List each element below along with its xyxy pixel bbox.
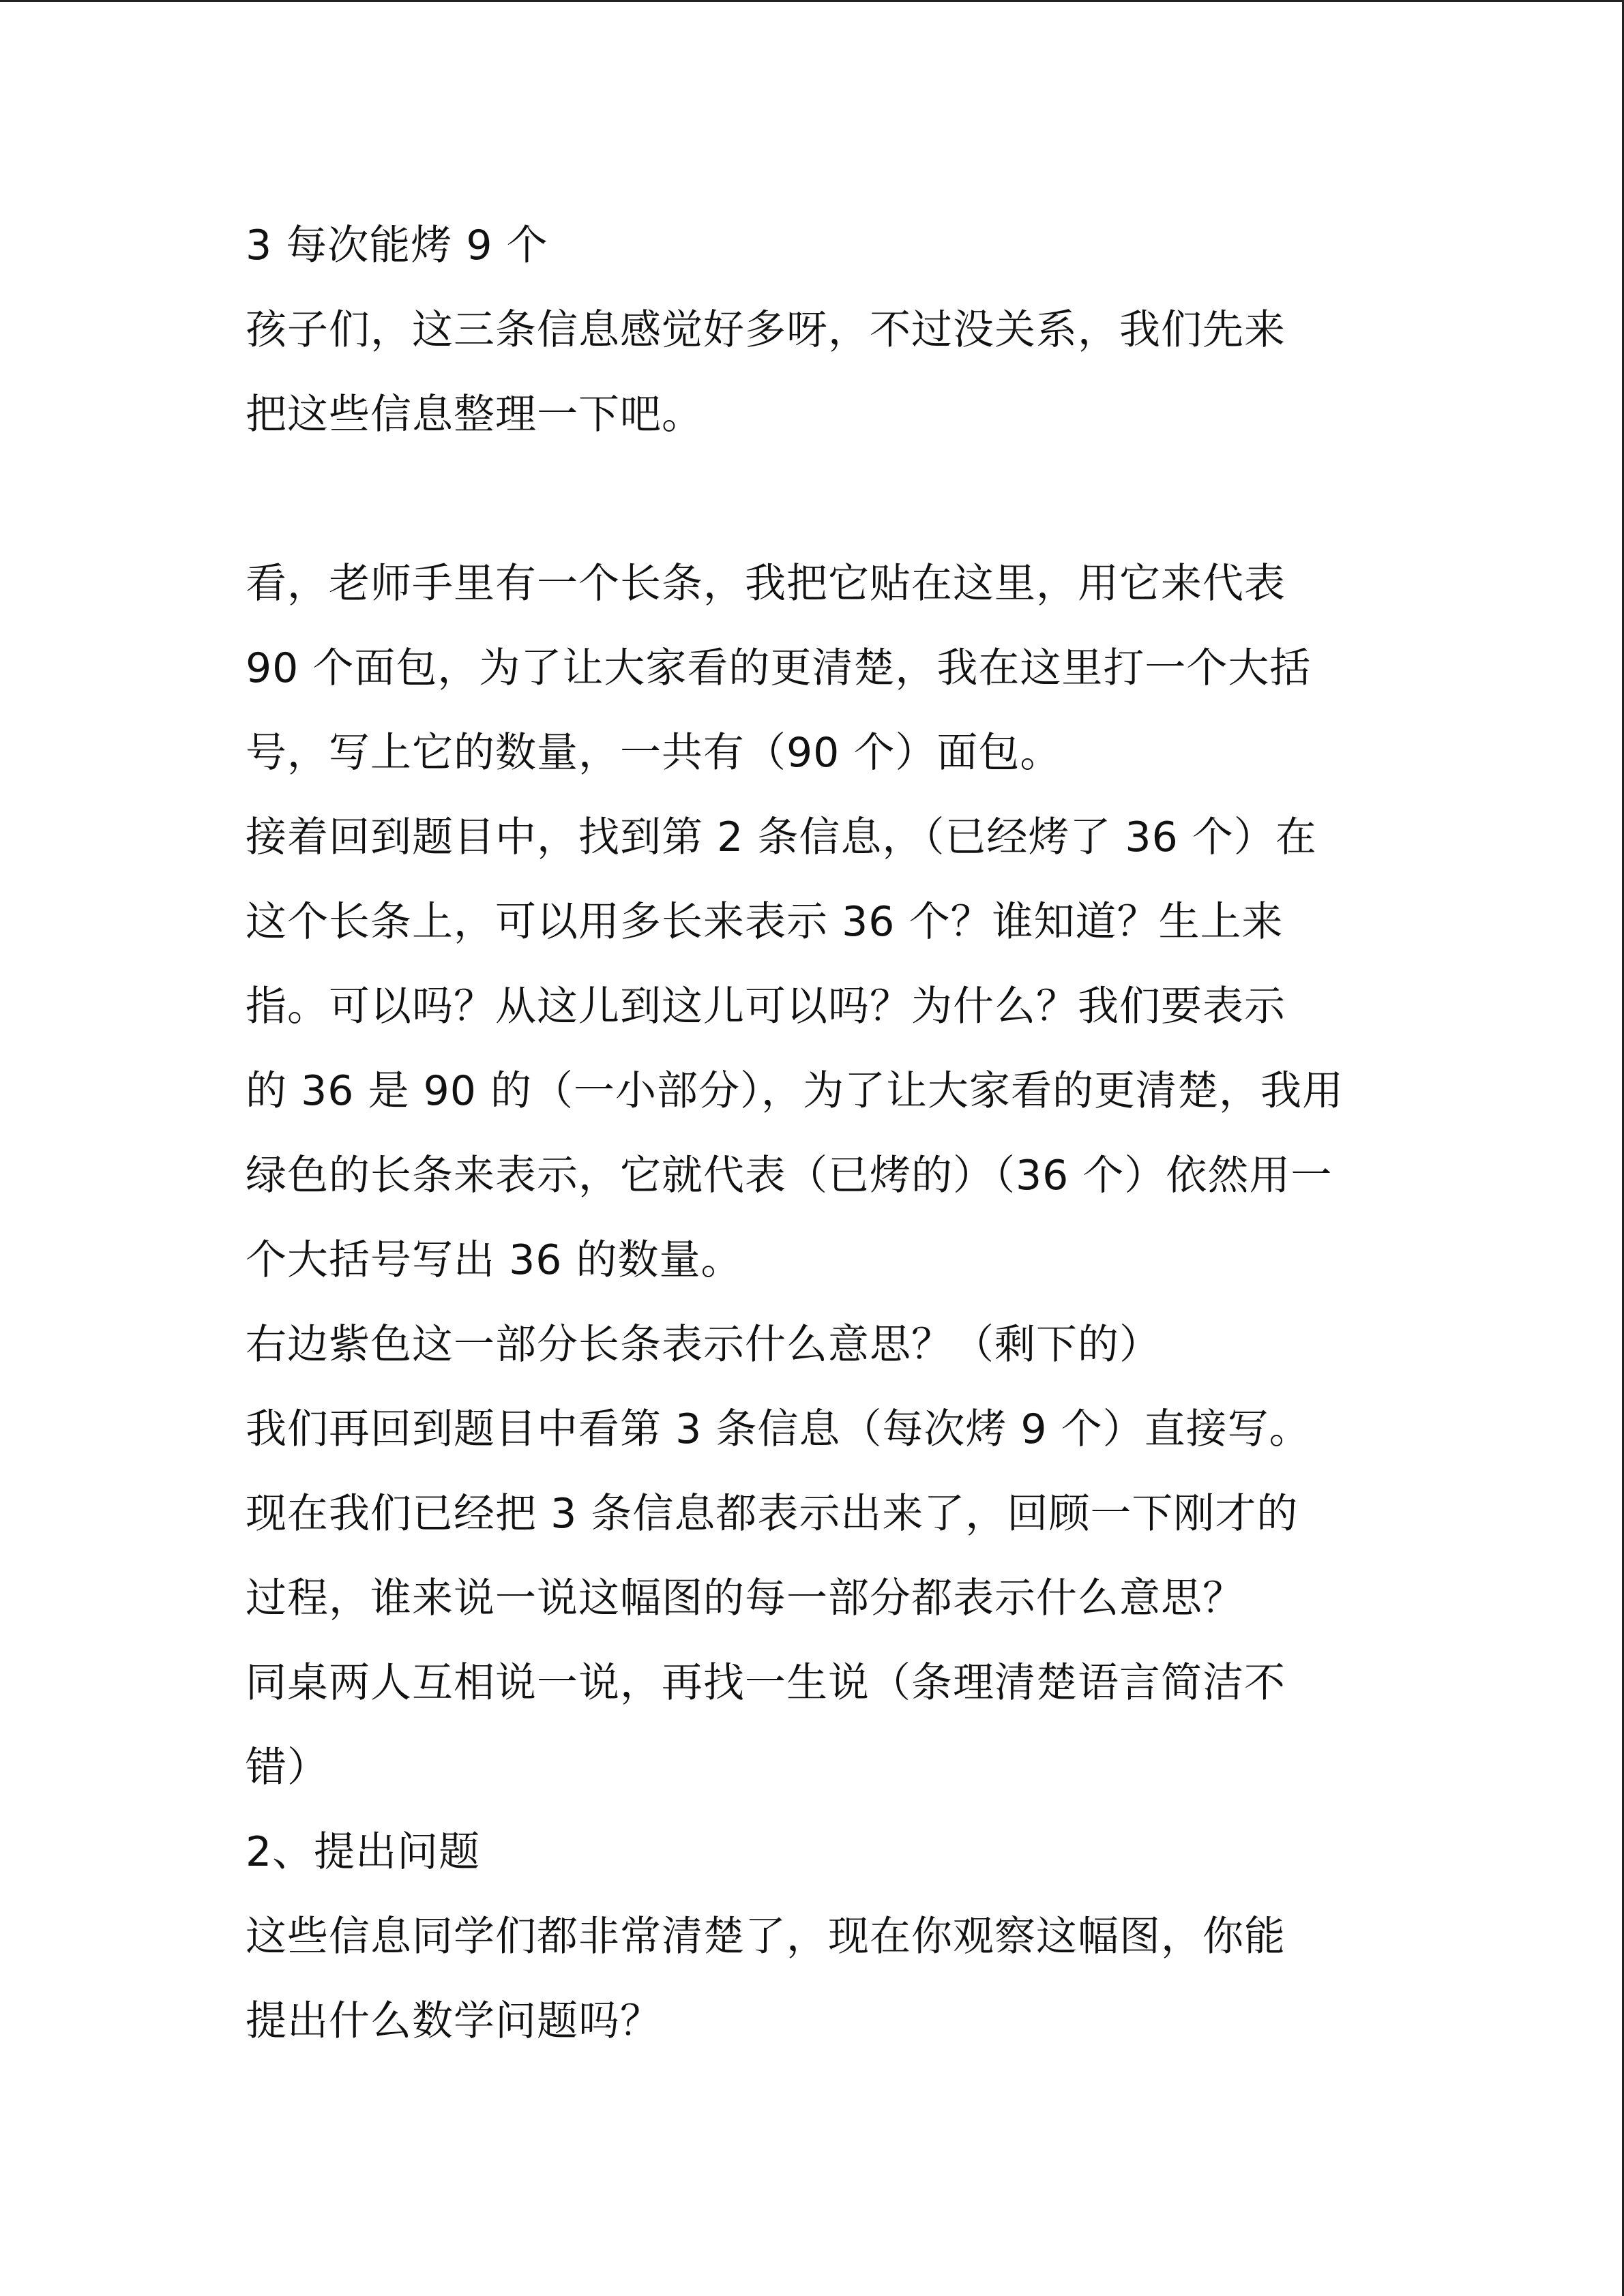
section-heading: 2、提出问题 <box>246 1828 481 1876</box>
text-line: 把这些信息整理一下吧。 <box>246 391 703 438</box>
text-line: 指。可以吗？从这儿到这儿可以吗？为什么？我们要表示 <box>246 983 1286 1030</box>
text-line: 的 36 是 90 的（一小部分），为了让大家看的更清楚，我用 <box>246 1067 1344 1115</box>
text-line: 接着回到题目中，找到第 2 条信息，（已经烤了 36 个）在 <box>246 814 1317 861</box>
text-line: 同桌两人互相说一说，再找一生说（条理清楚语言简洁不 <box>246 1659 1286 1707</box>
text-line: 3 每次能烤 9 个 <box>246 222 548 269</box>
text-line: 右边紫色这一部分长条表示什么意思？（剩下的） <box>246 1321 1161 1369</box>
paragraph-gap <box>246 457 1378 541</box>
text-line: 孩子们，这三条信息感觉好多呀，不过没关系，我们先来 <box>246 306 1286 354</box>
text-line: 号，写上它的数量，一共有（90 个）面包。 <box>246 729 1062 777</box>
text-line: 现在我们已经把 3 条信息都表示出来了，回顾一下刚才的 <box>246 1490 1299 1538</box>
text-line: 提出什么数学问题吗？ <box>246 1997 662 2045</box>
text-line: 错） <box>246 1744 329 1791</box>
text-line: 绿色的长条来表示，它就代表（已烤的）（36 个）依然用一 <box>246 1152 1333 1199</box>
text-line: 这些信息同学们都非常清楚了，现在你观察这幅图，你能 <box>246 1913 1286 1960</box>
text-line: 个大括号写出 36 的数量。 <box>246 1236 743 1284</box>
document-body <box>246 203 1378 2063</box>
text-line: 过程，谁来说一说这幅图的每一部分都表示什么意思？ <box>246 1575 1244 1622</box>
text-line: 我们再回到题目中看第 3 条信息（每次烤 9 个）直接写。 <box>246 1405 1311 1453</box>
text-line: 这个长条上，可以用多长来表示 36 个？谁知道？生上来 <box>246 898 1284 946</box>
page-border-top <box>0 0 1624 2</box>
text-line: 90 个面包，为了让大家看的更清楚，我在这里打一个大括 <box>246 644 1312 692</box>
text-line: 看，老师手里有一个长条，我把它贴在这里，用它来代表 <box>246 560 1286 608</box>
